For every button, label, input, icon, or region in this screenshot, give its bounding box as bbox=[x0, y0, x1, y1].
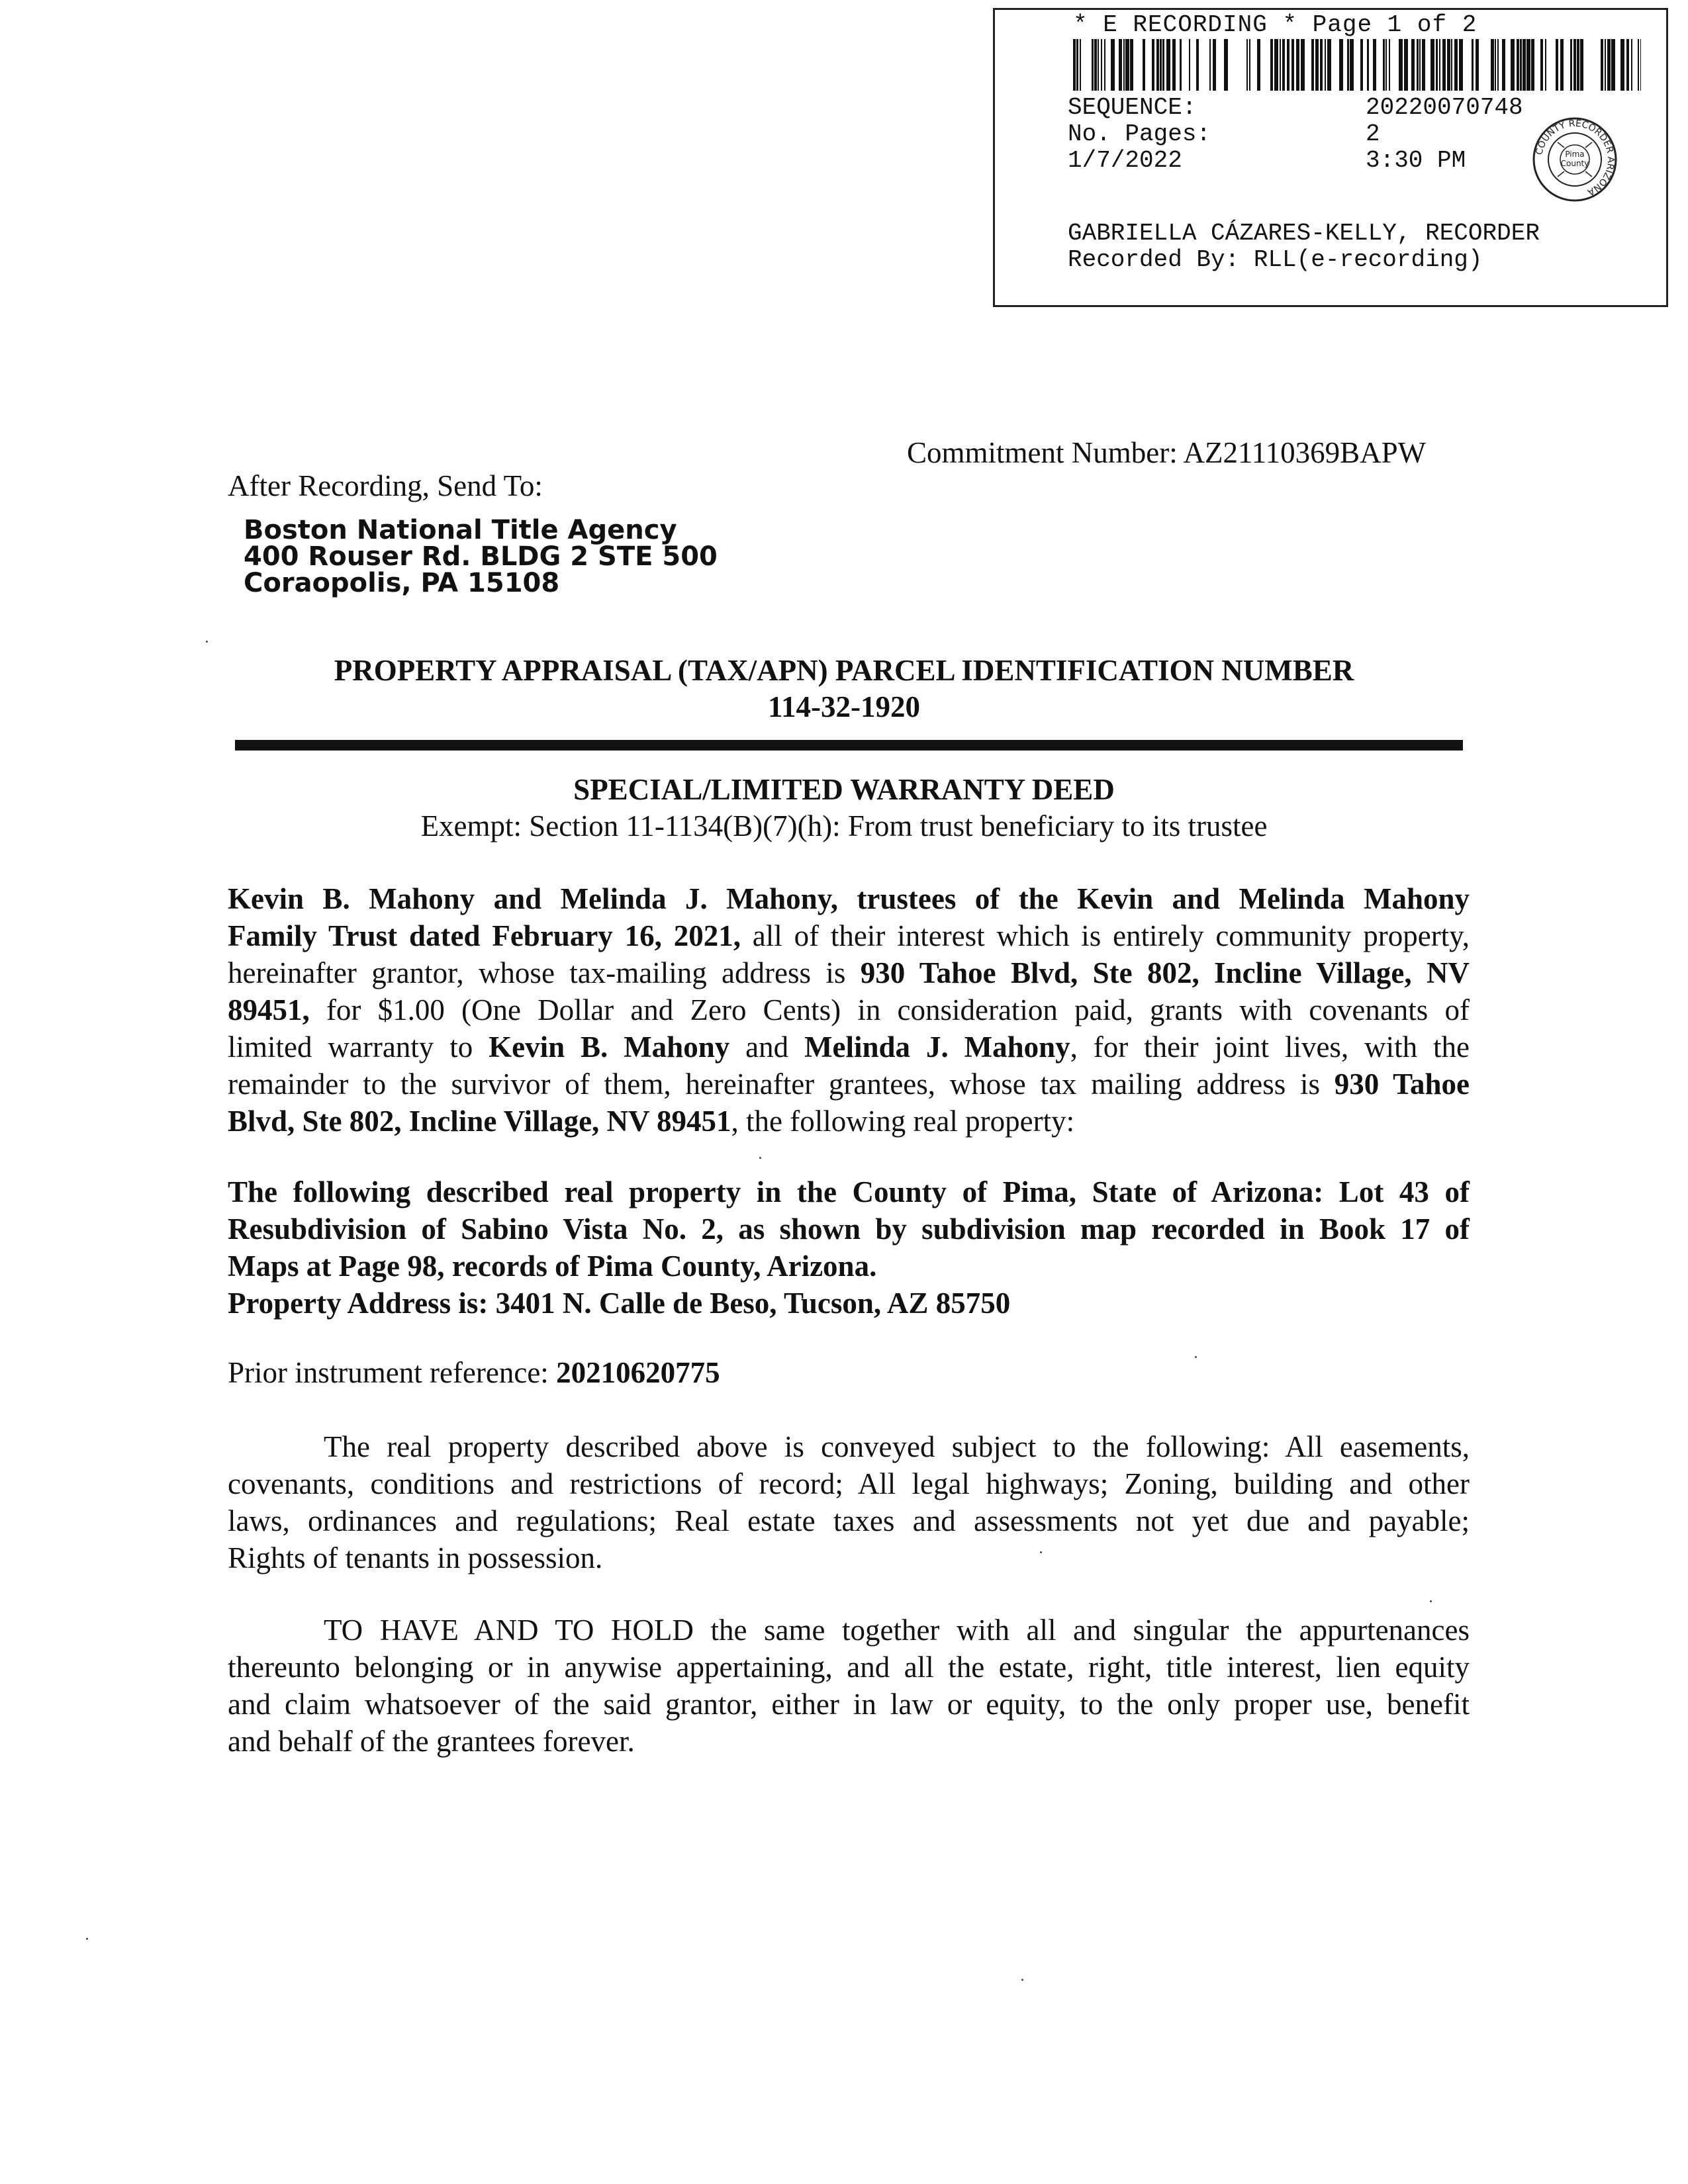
habendum-paragraph: TO HAVE AND TO HOLD the same together with all and singular the appurtenances thereunto belonging or in anywise appertaining, and all the estate, right, title interest, lien equity and claim whatsoever of the said grantor, either in law or equity, to the only proper use, benefit and behalf of the grantees forever. bbox=[228, 1614, 1470, 1758]
pages-label: No. Pages: bbox=[1068, 120, 1211, 148]
parcel-number: 114-32-1920 bbox=[768, 690, 920, 723]
send-to-line-3: Coraopolis, PA 15108 bbox=[244, 568, 560, 598]
divider-rule bbox=[235, 740, 1463, 751]
barcode bbox=[1073, 39, 1641, 91]
grantor-paragraph: Kevin B. Mahony and Melinda J. Mahony, trustees of the Kevin and Melinda Mahony Family Trust dated February 16, 2021, all of their interest which is entirely community property, hereinafter grantor, whose tax-mailing address is 930 Tahoe Blvd, Ste 802, Incline Village, NV 89451, for $1.00 (One Dollar and Zero Cents) in consideration paid, grants with covenants of limited warranty to Kevin B. Mahony and Melinda J. Mahony, for their joint lives, with the remainder to the survivor of them, hereinafter grantees, whose tax mailing address is 930 Tahoe Blvd, Ste 802, Incline Village, NV 89451, the following real property: bbox=[228, 882, 1470, 1138]
scan-speck bbox=[1430, 1600, 1432, 1602]
pages-value: 2 bbox=[1366, 120, 1380, 148]
commitment-number: Commitment Number: AZ21110369BAPW bbox=[907, 436, 1427, 469]
recording-stamp bbox=[993, 8, 1668, 307]
subject-paragraph: The real property described above is conveyed subject to the following: All easements, covenants, conditions and restrictions of record; All legal highways; Zoning, building and other laws, ordinances and regulations; Real estate taxes and assessments not yet due and payable; Rights of tenants in possession. bbox=[228, 1430, 1470, 1574]
svg-text:COUNTY RECORDER ARIZONA: COUNTY RECORDER ARIZONA bbox=[1534, 118, 1617, 198]
deed-title: SPECIAL/LIMITED WARRANTY DEED bbox=[573, 773, 1115, 806]
sequence-label: SEQUENCE: bbox=[1068, 94, 1197, 121]
deed-exempt: Exempt: Section 11-1134(B)(7)(h): From trust beneficiary to its trustee bbox=[420, 809, 1268, 842]
recording-date: 1/7/2022 bbox=[1068, 147, 1182, 174]
parcel-title: PROPERTY APPRAISAL (TAX/APN) PARCEL IDENTIFICATION NUMBER bbox=[334, 654, 1354, 687]
send-to-label: After Recording, Send To: bbox=[228, 469, 543, 502]
recording-time: 3:30 PM bbox=[1366, 147, 1466, 174]
send-to-line-1: Boston National Title Agency bbox=[244, 515, 677, 545]
scan-speck bbox=[1195, 1356, 1197, 1358]
scan-speck bbox=[1040, 1551, 1042, 1553]
legal-description: The following described real property in the County of Pima, State of Arizona: Lot 43 of Resubdivision of Sabino Vista No. 2, as shown by subdivision map recorded in Book 17 of Maps at Page 98, records of Pima County, Arizona. Property Address is: 3401 N. Calle de Beso, Tucson, AZ 85750 bbox=[228, 1175, 1470, 1320]
county-seal-icon bbox=[1531, 116, 1618, 203]
recording-header: * E RECORDING * Page 1 of 2 bbox=[1073, 11, 1477, 38]
scan-speck bbox=[759, 1157, 761, 1159]
scan-speck bbox=[206, 641, 208, 643]
recorder-name: GABRIELLA CÁZARES-KELLY, RECORDER bbox=[1068, 220, 1540, 247]
prior-instrument: Prior instrument reference: 20210620775 bbox=[228, 1356, 720, 1389]
svg-text:Pima: Pima bbox=[1565, 150, 1585, 159]
recorded-by: Recorded By: RLL(e-recording) bbox=[1068, 246, 1483, 273]
send-to-line-2: 400 Rouser Rd. BLDG 2 STE 500 bbox=[244, 541, 718, 572]
scan-speck bbox=[1021, 1979, 1023, 1981]
sequence-value: 20220070748 bbox=[1366, 94, 1523, 121]
svg-text:County: County bbox=[1560, 159, 1589, 168]
scan-speck bbox=[86, 1938, 88, 1940]
